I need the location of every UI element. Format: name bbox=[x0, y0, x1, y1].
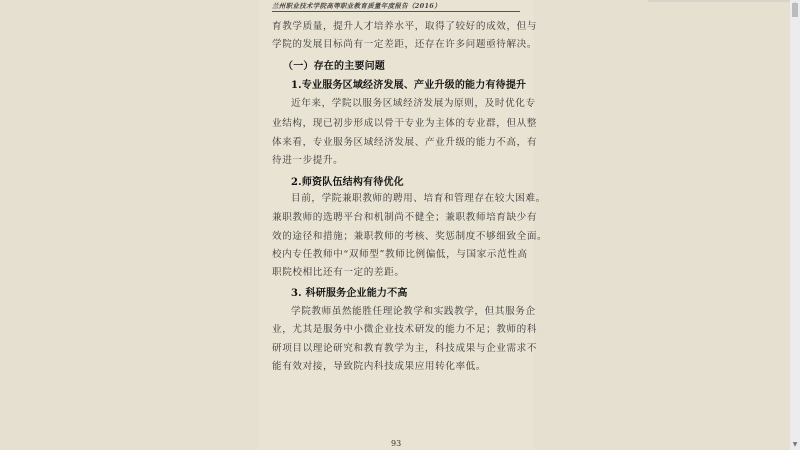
body-text-line: 育教学质量，提升人才培养水平，取得了较好的成效，但与 bbox=[272, 21, 538, 32]
section-heading: 3. 科研服务企业能力不高 bbox=[291, 288, 408, 299]
body-text-line: 体来看，专业服务区域经济发展、产业升级的能力不高，有 bbox=[272, 137, 538, 148]
scroll-down-icon[interactable]: ▼ bbox=[792, 441, 798, 448]
body-text-line: 学院教师虽然能胜任理论教学和实践教学，但其服务企 bbox=[291, 306, 536, 317]
body-text-line: 职院校相比还有一定的差距。 bbox=[272, 267, 405, 278]
section-heading: 2.师资队伍结构有待优化 bbox=[291, 177, 404, 188]
section-heading: 1.专业服务区域经济发展、产业升级的能力有待提升 bbox=[291, 80, 527, 91]
toolbar-shade bbox=[648, 0, 790, 2]
body-text-line: 校内专任教师中“双师型”教师比例偏低，与国家示范性高 bbox=[272, 249, 528, 260]
scroll-thumb[interactable] bbox=[792, 3, 798, 17]
body-text-line: 效的途径和措施；兼职教师的考核、奖惩制度不够细致全面。 bbox=[272, 231, 548, 242]
body-text-line: 业结构，现已初步形成以骨干专业为主体的专业群，但从整 bbox=[272, 118, 538, 129]
page-number: 93 bbox=[391, 439, 402, 448]
body-text-line: 目前，学院兼职教师的聘用、培育和管理存在较大困难。 bbox=[291, 193, 546, 204]
header-rule bbox=[272, 11, 520, 12]
vertical-scrollbar[interactable] bbox=[790, 0, 800, 450]
body-text-line: 近年来，学院以服务区域经济发展为原则，及时优化专 bbox=[291, 98, 536, 109]
section-heading: （一）存在的主要问题 bbox=[283, 61, 385, 72]
body-text-line: 能有效对接，导致院内科技成果应用转化率低。 bbox=[272, 361, 487, 372]
body-text-line: 业，尤其是服务中小微企业技术研发的能力不足；教师的科 bbox=[272, 324, 538, 335]
body-text-line: 研项目以理论研究和教育教学为主，科技成果与企业需求不 bbox=[272, 343, 538, 354]
body-text-line: 学院的发展目标尚有一定差距，还存在许多问题亟待解决。 bbox=[272, 39, 538, 50]
running-header: 兰州职业技术学院高等职业教育质量年度报告（2016） bbox=[272, 2, 441, 10]
body-text-line: 待进一步提升。 bbox=[272, 155, 344, 166]
body-text-line: 兼职教师的选聘平台和机制尚不健全；兼职教师培育缺少有 bbox=[272, 212, 538, 223]
